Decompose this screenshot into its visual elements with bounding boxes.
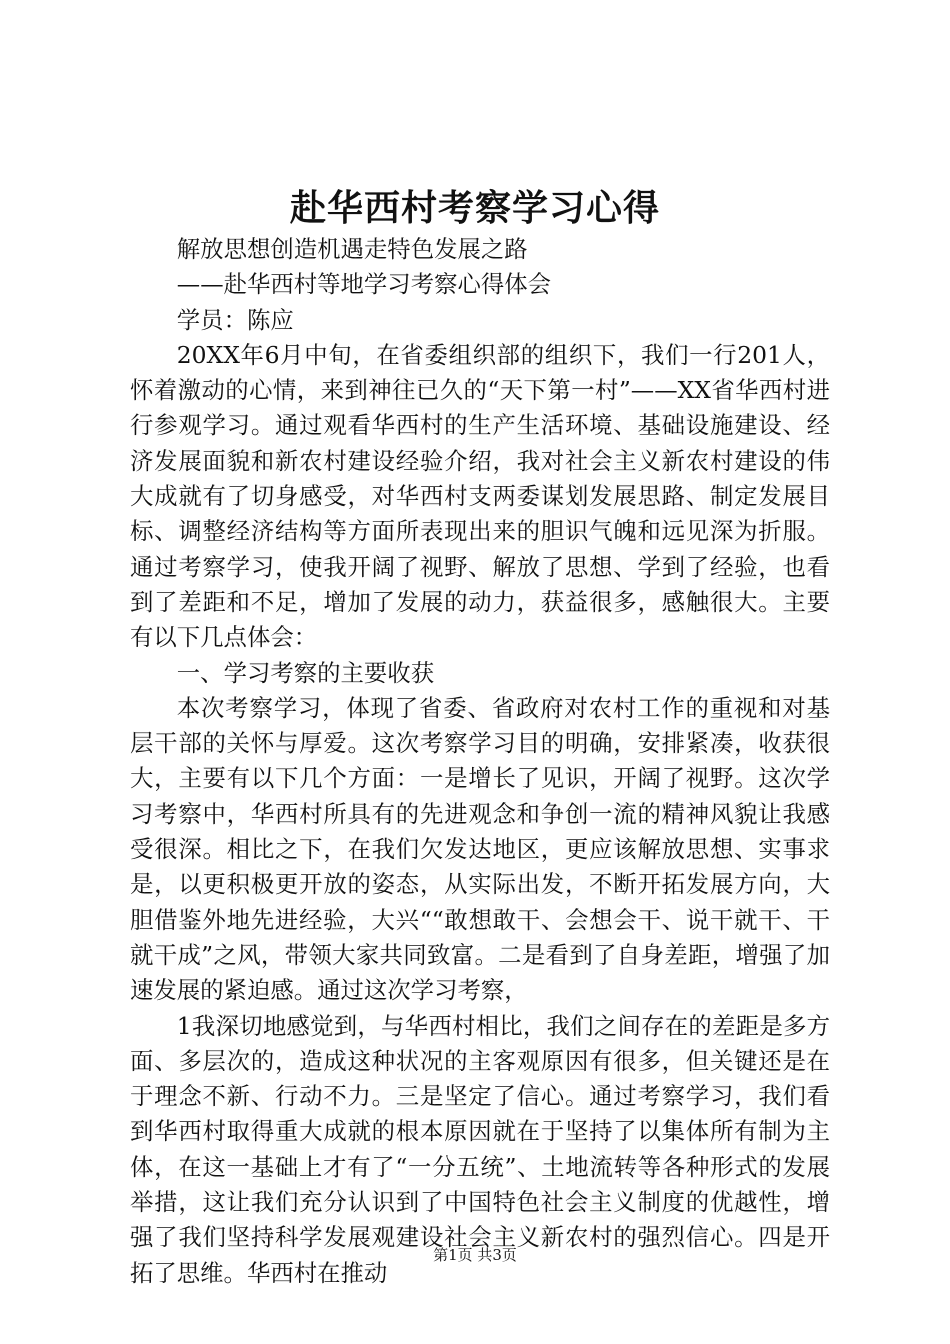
page-footer: 第1页 共3页	[433, 1246, 517, 1264]
subheading-line: ——赴华西村等地学习考察心得体会	[176, 270, 552, 299]
document-title: 赴华西村考察学习心得	[289, 187, 660, 229]
author-line: 学员：陈应	[176, 305, 294, 334]
body-paragraph: 20XX年6月中旬，在省委组织部的组织下，我们一行201人，怀着激动的心情，来到神往已久的“天下第一村”——XX省华西村进行参观学习。通过观看华西村的生产生活环境、基础设施建设、经济发展面貌和新农村建设经验介绍，我对社会主义新农村建设的伟大成就有了切身感受，对华西村支两委谋划发展思路、制定发展目标、调整经济结构等方面所表现出来的胆识气魄和远见深为折服。通过考察学习，使我开阔了视野、解放了思想、学到了经验，也看到了差距和不足，增加了发展的动力，获益很多，感触很大。主要有以下几点体会：	[130, 340, 830, 652]
body-paragraph: 本次考察学习，体现了省委、省政府对农村工作的重视和对基层干部的关怀与厚爱。这次考察学习目的明确，安排紧凑，收获很大，主要有以下几个方面：一是增长了见识，开阔了视野。这次学习考察中，华西村所具有的先进观念和争创一流的精神风貌让我感受很深。相比之下，在我们欠发达地区，更应该解放思想、实事求是，以更积极更开放的姿态，从实际出发，不断开拓发展方向，大胆借鉴外地先进经验，大兴““敢想敢干、会想会干、说干就干、干就干成”之风，带领大家共同致富。二是看到了自身差距，增强了加速发展的紧迫感。通过这次学习考察，	[130, 693, 830, 1005]
subtitle-line: 解放思想创造机遇走特色发展之路	[176, 235, 528, 263]
body-paragraph: 1我深切地感觉到，与华西村相比，我们之间存在的差距是多方面、多层次的，造成这种状况的主客观原因有很多，但关键还是在于理念不新、行动不力。三是坚定了信心。通过考察学习，我们看到华西村取得重大成就的根本原因就在于坚持了以集体所有制为主体，在这一基础上才有了“一分五统”、土地流转等各种形式的发展举措，这让我们充分认识到了中国特色社会主义制度的优越性，增强了我们坚持科学发展观建设社会主义新农村的强烈信心。四是开拓了思维。华西村在推动	[130, 1011, 830, 1287]
section-heading: 一、学习考察的主要收获	[176, 658, 435, 687]
document-body	[130, 232, 830, 1291]
